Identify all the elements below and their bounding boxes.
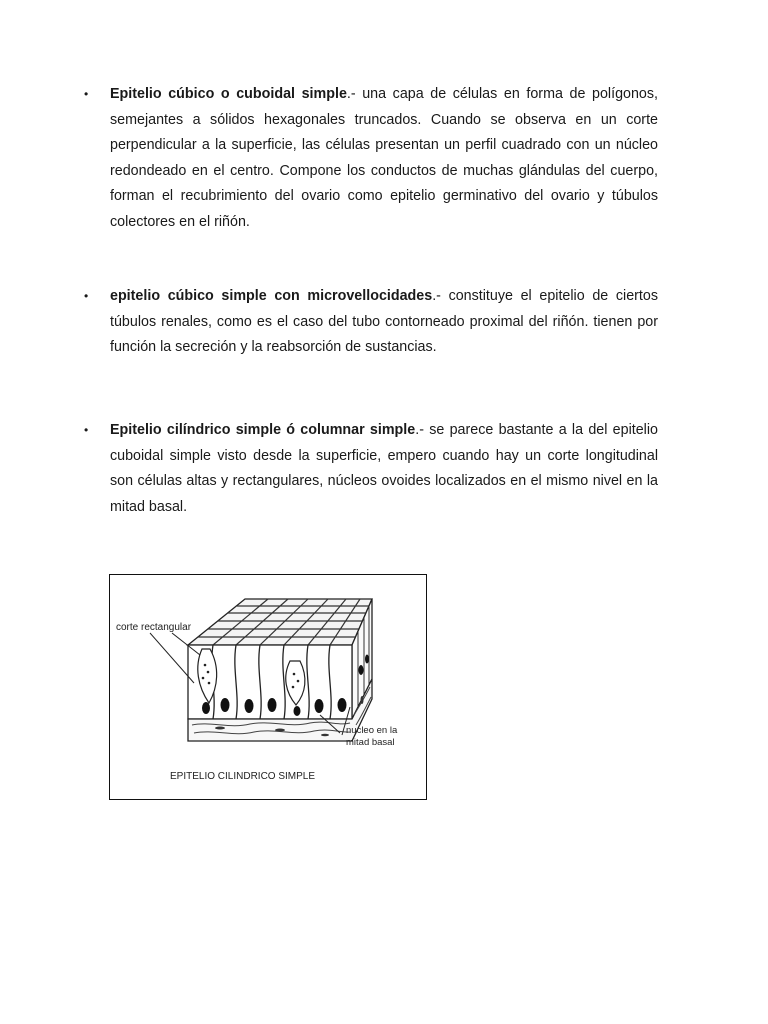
label-mitad-basal: mitad basal (346, 737, 395, 748)
item-text: .- se parece bastante a la del epitelio cuboidal simple visto desde la superficie, empero cuando hay un corte longitudinal son células altas y rectangulares, núcleos ovoides localizados en el mismo nivel en la mitad basal. (110, 422, 658, 515)
item-text: .- una capa de células en forma de polígonos, semejantes a sólidos hexagonales truncados. Cuando se observa en un corte perpendicular a la superficie, las células presentan un perfil cuadrado con un núcleo redondeado en el centro. Compone los conductos de muchas glándulas del cuerpo, forman el recubrimiento del ovario como epitelio germinativo del ovario y túbulos colectores en el riñón. (110, 86, 658, 230)
bullet-item-cubic-microvilli (84, 284, 658, 361)
figure-caption: EPITELIO CILINDRICO SIMPLE (170, 771, 316, 782)
item-title: Epitelio cúbico o cuboidal simple (110, 86, 347, 102)
label-corte-rectangular: corte rectangular (116, 622, 192, 633)
epithelium-illustration (109, 574, 427, 800)
bullet-item-cylindrical-simple (84, 418, 658, 520)
item-text: .- constituye el epitelio de ciertos túbulos renales, como es el caso del tubo contorneado proximal del riñón. tienen por función la secreción y la reabsorción de sustancias. (110, 288, 658, 355)
item-title: epitelio cúbico simple con microvellocidades (110, 288, 433, 304)
label-nucleo: nucleo en la (346, 725, 398, 736)
item-title: Epitelio cilíndrico simple ó columnar simple (110, 422, 416, 438)
epithelium-drawing (110, 575, 426, 799)
bullet-icon: • (84, 87, 89, 101)
bullet-icon: • (84, 289, 89, 303)
bullet-icon: • (84, 423, 89, 437)
bullet-item-cuboidal-simple (84, 82, 658, 235)
